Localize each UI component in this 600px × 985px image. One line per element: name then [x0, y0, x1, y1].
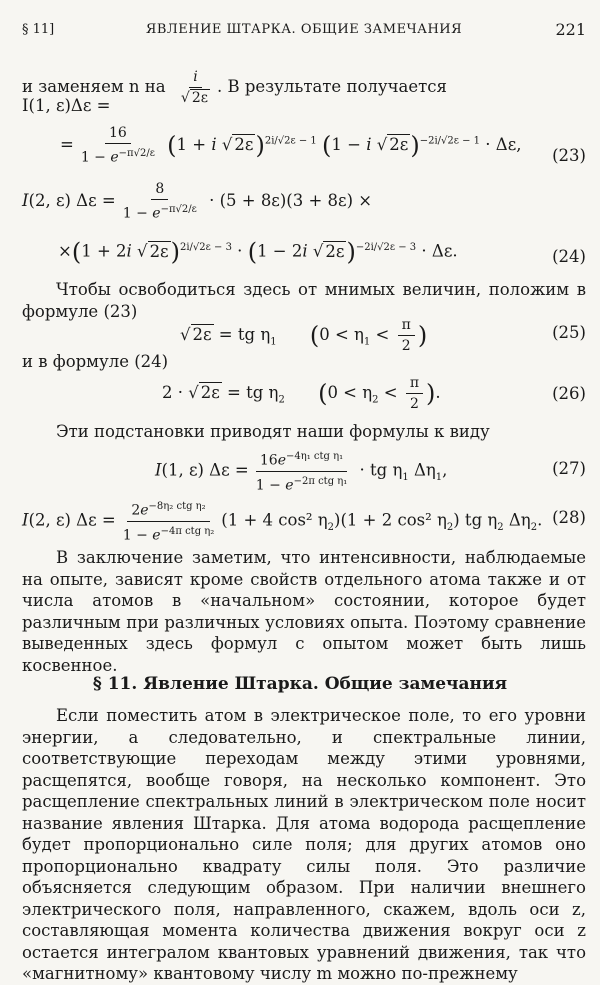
paragraph-substitution: Чтобы освободиться здесь от мнимых величин, положим в формуле (23) [22, 280, 586, 321]
text-line-formula24: и в формуле (24) [22, 352, 169, 371]
eq-number-25: (25) [552, 323, 586, 342]
running-title: ЯВЛЕНИЕ ШТАРКА. ОБЩИЕ ЗАМЕЧАНИЯ [145, 22, 463, 37]
text-line-substitutions: Эти подстановки приводят наши формулы к виду [56, 422, 490, 441]
eq-number-23: (23) [552, 146, 586, 165]
page-number: 221 [555, 20, 586, 39]
eq-number-27: (27) [552, 459, 586, 478]
fraction-i-sqrt2e: $\frac{i}{√ 2\varepsilon}$ [180, 69, 208, 106]
formula-27: I(1, ε) Δε = $\frac{16e^{-4\eta_1 ctg \eta_1}}{1 - e^{-2\pi ctg \eta_1}}$ · tg $\eta_1$ $\Delta\eta_1$, [155, 448, 447, 494]
formula-26: 2 · √ 2ε = tg $\eta_2$ ($0 < \eta_2$ < $\frac{\pi}{2}$ ). [162, 375, 441, 412]
formula-24-part1: I(2, ε) Δε = $\frac{8}{1 - e^{-\pi√2/\varepsilon}}$ · (5 + 8ε)(3 + 8ε) × [22, 181, 373, 222]
section-heading: § 11. Явление Штарка. Общие замечания [92, 674, 508, 694]
paragraph-conclusion: В заключение заметим, что интенсивности, наблюдаемые на опыте, зависят кроме свойств отдельного атома также и от числа атомов в «начальном» состоянии, которое будет различным при различных условиях опыта. Поэтому сравнение выведенных здесь формул с опытом может быть лишь косвенное. [22, 548, 586, 675]
formula-label-I1: I(1, ε)Δε = [22, 96, 111, 115]
paragraph-stark-effect: Если поместить атом в электрическое поле, то его уровни энергии, а следовательно, и спектральные линии, соответствующие переходам между этими уровнями, расщепятся, вообще говоря, на несколько компонент. Это расщепление спектральных линий в электрическом поле носит название явления Штарка. Для атома водорода расщепление будет пропорционально силе поля; для других атомов оно пропорционально квадрату силы поля. Это различие объясняется следующим образом. При наличии внешнего электрического поля, направленного, скажем, вдоль оси z, составляющая момента количества движения вокруг оси z остается интегралом квантовых уравнений движения, так что «магнитному» квантовому числу m можно по-прежнему [22, 706, 586, 983]
text-result: . В результате получается [216, 77, 447, 96]
formula-28: I(2, ε) Δε = $\frac{2e^{-8\eta_2 ctg \eta_2}}{1 - e^{-4\pi ctg \eta_2}}$ (1 + 4 cos² $\eta_2)(1 + 2$ cos² $\eta_2$) tg $\eta_2$ $\Delta\eta_2$. [22, 498, 542, 544]
eq-number-28: (28) [552, 508, 586, 527]
formula-23: = $\frac{16}{1 - e^{-\pi√2/\varepsilon}}$ (1 + i √ 2ε)$^{2i/√2\varepsilon - 1}$ (1 − i √ 2ε)$^{-2i/√2\varepsilon - 1}$ · Δε, [60, 125, 522, 166]
eq-number-26: (26) [552, 384, 586, 403]
eq-number-24: (24) [552, 247, 586, 266]
running-header [22, 20, 586, 44]
text-intro: и заменяем n на [22, 77, 166, 96]
section-ref: § 11] [22, 22, 55, 37]
formula-25: √ 2ε = tg $\eta_1$ ($0 < \eta_1$ < $\frac{\pi}{2}$ ) [180, 317, 428, 354]
formula-24-part2: ×(1 + 2i √ 2ε)$^{2i/√2\varepsilon - 3}$ · (1 − 2i √ 2ε)$^{-2i/√2\varepsilon - 3}$ · Δε. [58, 238, 458, 266]
